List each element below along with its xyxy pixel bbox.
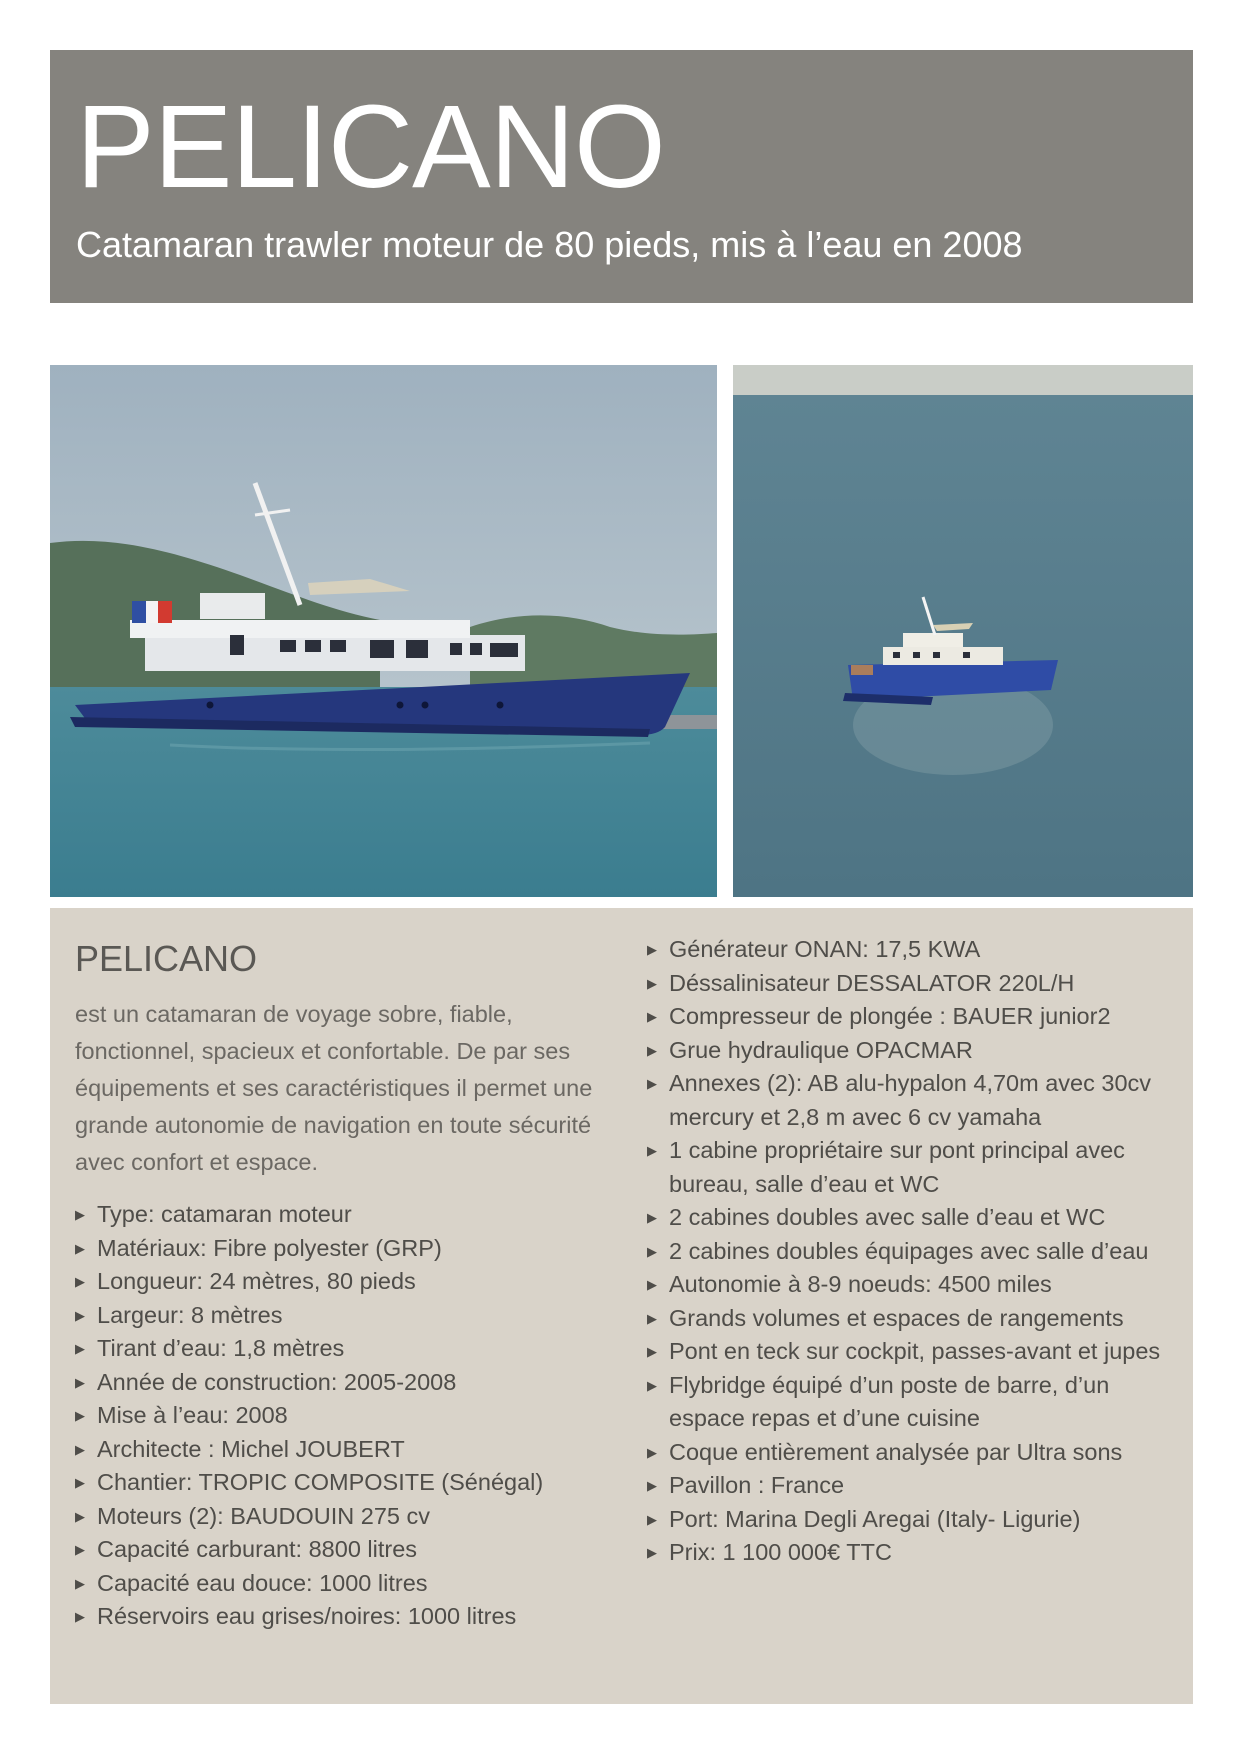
triangle-right-icon: ▶ <box>647 1143 657 1158</box>
triangle-right-icon: ▶ <box>75 1475 85 1490</box>
spec-item <box>75 1567 595 1601</box>
spec-text: 1 cabine propriétaire sur pont principal avec bureau, salle d’eau et WC <box>669 1137 1125 1197</box>
spec-item <box>647 1335 1177 1369</box>
title-banner <box>50 50 1193 303</box>
spec-text: 2 cabines doubles équipages avec salle d’eau <box>669 1237 1149 1264</box>
spec-text: Réservoirs eau grises/noires: 1000 litres <box>97 1603 517 1629</box>
spec-text: Déssalinisateur DESSALATOR 220L/H <box>669 969 1075 996</box>
spec-text: Port: Marina Degli Aregai (Italy- Ligurie) <box>669 1505 1081 1532</box>
spec-text: Générateur ONAN: 17,5 KWA <box>669 936 981 962</box>
spec-text: Grands volumes et espaces de rangements <box>669 1304 1124 1331</box>
spec-text: Compresseur de plongée : BAUER junior2 <box>669 1003 1111 1029</box>
triangle-right-icon: ▶ <box>647 1277 657 1292</box>
spec-text: 2 cabines doubles avec salle d’eau et WC <box>669 1204 1106 1230</box>
triangle-right-icon: ▶ <box>647 1310 657 1326</box>
spec-item <box>647 1000 1177 1034</box>
spec-item <box>75 1265 595 1299</box>
triangle-right-icon: ▶ <box>647 1478 657 1493</box>
info-panel <box>50 908 1193 1704</box>
spec-item <box>647 933 1177 967</box>
spec-item <box>647 967 1177 1001</box>
spec-text: Largeur: 8 mètres <box>97 1301 283 1328</box>
triangle-right-icon: ▶ <box>75 1441 85 1457</box>
spec-item <box>647 1034 1177 1068</box>
triangle-right-icon: ▶ <box>75 1508 85 1524</box>
triangle-right-icon: ▶ <box>647 1444 657 1460</box>
spec-item <box>647 1302 1177 1336</box>
spec-text: Prix: 1 100 000€ TTC <box>669 1539 892 1565</box>
spec-item <box>647 1268 1177 1302</box>
spec-text: Longueur: 24 mètres, 80 pieds <box>97 1268 416 1294</box>
spec-text: Architecte : Michel JOUBERT <box>97 1435 405 1462</box>
spec-item <box>75 1600 595 1634</box>
spec-text: Tirant d’eau: 1,8 mètres <box>97 1335 345 1361</box>
spec-text: Capacité eau douce: 1000 litres <box>97 1569 428 1596</box>
spec-item <box>647 1536 1177 1570</box>
triangle-right-icon: ▶ <box>75 1575 85 1591</box>
triangle-right-icon: ▶ <box>647 1545 657 1560</box>
triangle-right-icon: ▶ <box>75 1374 85 1390</box>
spec-item <box>647 1369 1177 1436</box>
spec-item <box>75 1299 595 1333</box>
spec-item <box>75 1466 595 1500</box>
page-title: PELICANO <box>76 81 665 213</box>
spec-item <box>75 1399 595 1433</box>
triangle-right-icon: ▶ <box>647 1210 657 1225</box>
spec-item <box>75 1232 595 1266</box>
spec-item <box>647 1469 1177 1503</box>
triangle-right-icon: ▶ <box>75 1307 85 1323</box>
triangle-right-icon: ▶ <box>75 1341 85 1356</box>
specs-list-right <box>647 933 1177 1570</box>
spec-item <box>75 1533 595 1567</box>
spec-item <box>75 1433 595 1467</box>
triangle-right-icon: ▶ <box>75 1609 85 1624</box>
boat-photo-sea <box>733 365 1193 897</box>
spec-text: Grue hydraulique OPACMAR <box>669 1036 973 1063</box>
triangle-right-icon: ▶ <box>75 1408 85 1423</box>
boat-name: PELICANO <box>75 938 258 979</box>
spec-item <box>647 1235 1177 1269</box>
triangle-right-icon: ▶ <box>647 1344 657 1359</box>
spec-text: Pont en teck sur cockpit, passes-avant et jupes <box>669 1338 1161 1364</box>
spec-item <box>647 1503 1177 1537</box>
spec-text: Type: catamaran moteur <box>97 1201 352 1227</box>
boat-photo-harbor <box>50 365 717 897</box>
spec-item <box>75 1198 595 1232</box>
spec-text: Moteurs (2): BAUDOUIN 275 cv <box>97 1502 431 1529</box>
triangle-right-icon: ▶ <box>647 1042 657 1058</box>
spec-item <box>647 1436 1177 1470</box>
spec-item <box>647 1134 1177 1201</box>
spec-text: Capacité carburant: 8800 litres <box>97 1536 418 1562</box>
triangle-right-icon: ▶ <box>75 1207 85 1222</box>
spec-item <box>75 1366 595 1400</box>
triangle-right-icon: ▶ <box>647 1511 657 1527</box>
triangle-right-icon: ▶ <box>75 1240 85 1256</box>
spec-text: Flybridge équipé d’un poste de barre, d’un espace repas et d’une cuisine <box>669 1371 1110 1431</box>
triangle-right-icon: ▶ <box>647 1377 657 1393</box>
spec-item <box>75 1332 595 1366</box>
triangle-right-icon: ▶ <box>647 1009 657 1024</box>
spec-text: Chantier: TROPIC COMPOSITE (Sénégal) <box>97 1469 544 1495</box>
spec-item <box>647 1067 1177 1134</box>
spec-text: Pavillon : France <box>669 1472 845 1498</box>
triangle-right-icon: ▶ <box>647 975 657 991</box>
triangle-right-icon: ▶ <box>75 1274 85 1289</box>
specs-list-left <box>75 1198 595 1634</box>
spec-item <box>647 1201 1177 1235</box>
spec-text: Autonomie à 8-9 noeuds: 4500 miles <box>669 1271 1052 1297</box>
spec-text: Annexes (2): AB alu-hypalon 4,70m avec 30cv mercury et 2,8 m avec 6 cv yamaha <box>669 1070 1152 1130</box>
triangle-right-icon: ▶ <box>75 1542 85 1557</box>
spec-text: Mise à l’eau: 2008 <box>97 1402 288 1428</box>
spec-text: Année de construction: 2005-2008 <box>97 1368 457 1395</box>
triangle-right-icon: ▶ <box>647 1243 657 1259</box>
boat-description: est un catamaran de voyage sobre, fiable, fonctionnel, spacieux et confortable. De par ses équipements et ses caractéristiques il permet une grande autonomie de navigation en toute sécurité avec confort et espace. <box>75 1001 593 1175</box>
spec-text: Coque entièrement analysée par Ultra sons <box>669 1438 1123 1465</box>
page-subtitle: Catamaran trawler moteur de 80 pieds, mis à l’eau en 2008 <box>76 224 1023 265</box>
triangle-right-icon: ▶ <box>647 1076 657 1091</box>
spec-item <box>75 1500 595 1534</box>
triangle-right-icon: ▶ <box>647 942 657 957</box>
spec-text: Matériaux: Fibre polyester (GRP) <box>97 1234 442 1261</box>
